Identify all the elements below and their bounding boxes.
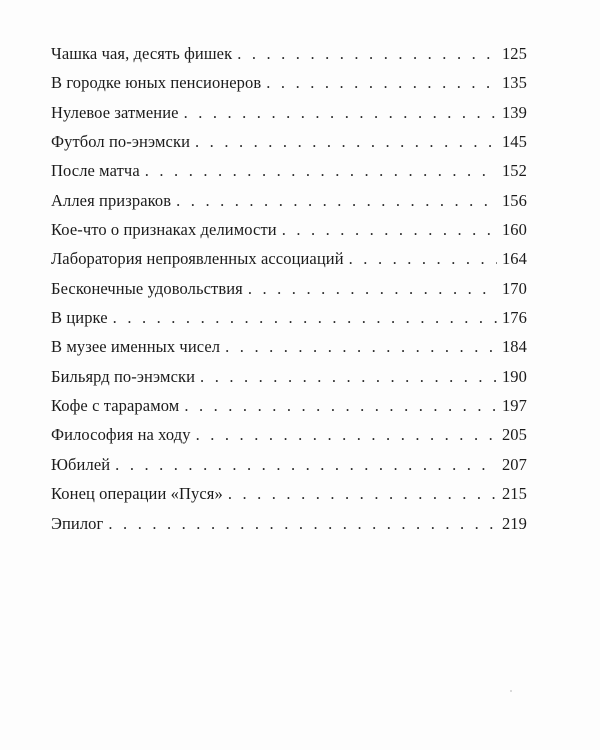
toc-entry-title: В музее именных чисел — [51, 337, 221, 357]
toc-entry-page: 219 — [501, 513, 527, 533]
toc-entry-title: После матча — [51, 161, 140, 181]
dot-leader — [266, 73, 497, 93]
toc-entry-title: Кое-что о признаках делимости — [51, 220, 277, 240]
toc-entry — [51, 161, 527, 190]
toc-entry-page: 156 — [501, 190, 527, 210]
toc-entry-page: 145 — [501, 132, 527, 152]
toc-entry — [51, 514, 527, 543]
dot-leader — [196, 425, 497, 445]
toc-entry-title: Футбол по-энэмски — [51, 132, 191, 152]
toc-entry-title: В цирке — [51, 308, 108, 328]
toc-entry-page: 164 — [501, 249, 527, 269]
dot-leader — [115, 455, 497, 475]
toc-entry-page: 197 — [501, 396, 527, 416]
dot-leader — [200, 367, 497, 387]
toc-entry — [51, 191, 527, 220]
toc-entry — [51, 425, 527, 454]
dot-leader — [195, 132, 497, 152]
toc-entry — [51, 132, 527, 161]
toc-entry-title: Аллея призраков — [51, 190, 172, 210]
dot-leader — [184, 103, 497, 123]
dot-leader — [184, 396, 497, 416]
toc-entry — [51, 484, 527, 513]
toc-entry — [51, 367, 527, 396]
dot-leader — [349, 249, 497, 269]
table-of-contents — [51, 44, 527, 543]
toc-entry-page: 125 — [501, 44, 527, 63]
toc-entry-page: 176 — [501, 308, 527, 328]
toc-entry-title: Чашка чая, десять фишек — [51, 44, 233, 63]
dot-leader — [248, 279, 497, 299]
toc-entry-page: 184 — [501, 337, 527, 357]
toc-entry-page: 190 — [501, 366, 527, 386]
toc-entry-page: 135 — [501, 73, 527, 93]
toc-entry-page: 205 — [501, 425, 527, 445]
toc-entry-title: Эпилог — [51, 513, 104, 533]
toc-entry — [51, 44, 527, 73]
toc-entry-page: 215 — [501, 484, 527, 504]
toc-entry — [51, 279, 527, 308]
toc-entry — [51, 103, 527, 132]
toc-entry — [51, 337, 527, 366]
toc-entry — [51, 455, 527, 484]
toc-entry-page: 170 — [501, 278, 527, 298]
toc-entry — [51, 249, 527, 278]
dot-leader — [108, 514, 497, 534]
toc-entry-page: 139 — [501, 102, 527, 122]
toc-entry — [51, 220, 527, 249]
dot-leader — [176, 191, 497, 211]
toc-entry-title: Конец операции «Пуся» — [51, 484, 223, 504]
toc-entry-page: 152 — [501, 161, 527, 181]
dot-leader — [113, 308, 497, 328]
toc-entry-title: Юбилей — [51, 454, 111, 474]
paper-speck — [510, 690, 512, 692]
toc-entry-page: 207 — [501, 454, 527, 474]
toc-entry — [51, 396, 527, 425]
toc-entry-title: Бесконечные удовольствия — [51, 278, 243, 298]
toc-entry — [51, 73, 527, 102]
toc-entry-title: Лаборатория непроявленных ассоциаций — [51, 249, 344, 269]
toc-entry-page: 160 — [501, 220, 527, 240]
toc-entry-title: В городке юных пенсионеров — [51, 73, 262, 93]
dot-leader — [237, 44, 497, 64]
dot-leader — [282, 220, 497, 240]
toc-entry-title: Нулевое затмение — [51, 102, 179, 122]
dot-leader — [228, 484, 497, 504]
dot-leader — [145, 161, 497, 181]
dot-leader — [225, 337, 497, 357]
toc-entry-title: Философия на ходу — [51, 425, 191, 445]
toc-entry — [51, 308, 527, 337]
toc-entry-title: Кофе с тарарамом — [51, 396, 180, 416]
toc-entry-title: Бильярд по-энэмски — [51, 366, 196, 386]
